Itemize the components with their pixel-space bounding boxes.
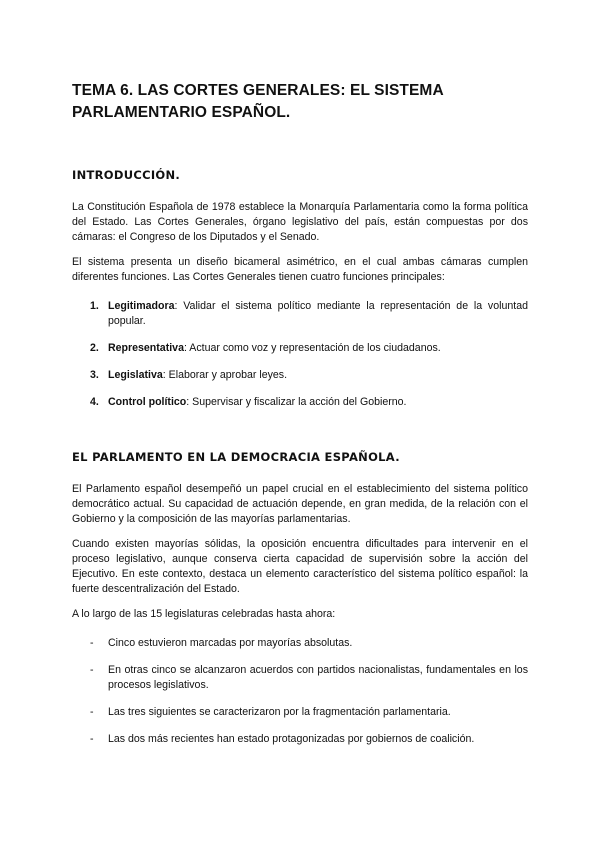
parliament-paragraph-2: Cuando existen mayorías sólidas, la oposición encuentra dificultades para intervenir en el proceso legislativo, aunque conserva cierta capacidad de supervisión sobre la acción del Ejecutivo. En este contexto, destaca un elemento característico del sistema político español: la fuerte descentralización del Estado. xyxy=(72,538,528,595)
intro-section xyxy=(72,168,528,410)
function-description: : Supervisar y fiscalizar la acción del Gobierno. xyxy=(186,396,407,408)
parliament-paragraph-3: A lo largo de las 15 legislaturas celebradas hasta ahora: xyxy=(72,608,336,620)
list-item xyxy=(72,341,528,356)
list-number: 2. xyxy=(90,342,99,354)
parliament-paragraph-1: El Parlamento español desempeñó un papel crucial en el establecimiento del sistema político democrático actual. Su capacidad de actuación depende, en gran medida, de la relación con el Gobierno y la composición de las mayorías parlamentarias. xyxy=(72,483,528,525)
functions-list xyxy=(72,299,528,410)
function-term: Legitimadora xyxy=(108,300,175,312)
list-item xyxy=(72,395,528,410)
function-description: : Elaborar y aprobar leyes. xyxy=(162,369,288,381)
list-item-text: Cinco estuvieron marcadas por mayorías absolutas. xyxy=(108,637,353,649)
list-item-text: En otras cinco se alcanzaron acuerdos con partidos nacionalistas, fundamentales en los procesos legislativos. xyxy=(108,664,528,691)
function-term: Legislativa xyxy=(108,369,163,381)
dash-bullet: - xyxy=(90,733,94,745)
parliament-heading: EL PARLAMENTO EN LA DEMOCRACIA ESPAÑOLA. xyxy=(72,450,400,464)
list-item xyxy=(72,636,528,651)
list-item xyxy=(72,663,528,693)
list-item xyxy=(72,299,528,329)
dash-bullet: - xyxy=(90,637,94,649)
parliament-section xyxy=(72,450,528,747)
document-title xyxy=(72,80,528,124)
intro-paragraph-1: La Constitución Española de 1978 establece la Monarquía Parlamentaria como la forma política del Estado. Las Cortes Generales, órgano legislativo del país, están compuestas por dos cámaras: el Congreso de los Diputados y el Senado. xyxy=(72,201,528,243)
list-item-text: Las dos más recientes han estado protagonizadas por gobiernos de coalición. xyxy=(108,733,475,745)
list-item-text xyxy=(108,299,528,329)
function-term: Representativa xyxy=(108,342,184,354)
list-number: 1. xyxy=(90,300,99,312)
dash-bullet: - xyxy=(90,706,94,718)
legislatures-list xyxy=(72,636,528,747)
intro-heading: INTRODUCCIÓN. xyxy=(72,168,181,182)
list-item xyxy=(72,705,528,720)
list-item-text: Las tres siguientes se caracterizaron por la fragmentación parlamentaria. xyxy=(108,706,451,718)
dash-bullet: - xyxy=(90,664,94,676)
title-line-2: PARLAMENTARIO ESPAÑOL. xyxy=(72,104,291,121)
function-description: : Actuar como voz y representación de los ciudadanos. xyxy=(183,342,441,354)
list-item-text xyxy=(108,395,528,410)
list-number: 3. xyxy=(90,369,99,381)
list-item xyxy=(72,732,528,747)
list-number: 4. xyxy=(90,396,99,408)
function-description: : Validar el sistema político mediante la representación de la voluntad popular. xyxy=(108,300,528,327)
title-line-1: TEMA 6. LAS CORTES GENERALES: EL SISTEMA xyxy=(72,82,444,99)
list-item-text xyxy=(108,368,528,383)
list-item-text xyxy=(108,341,528,356)
function-term: Control político xyxy=(108,396,187,408)
list-item xyxy=(72,368,528,383)
intro-paragraph-2: El sistema presenta un diseño bicameral asimétrico, en el cual ambas cámaras cumplen diferentes funciones. Las Cortes Generales tienen cuatro funciones principales: xyxy=(72,256,528,283)
